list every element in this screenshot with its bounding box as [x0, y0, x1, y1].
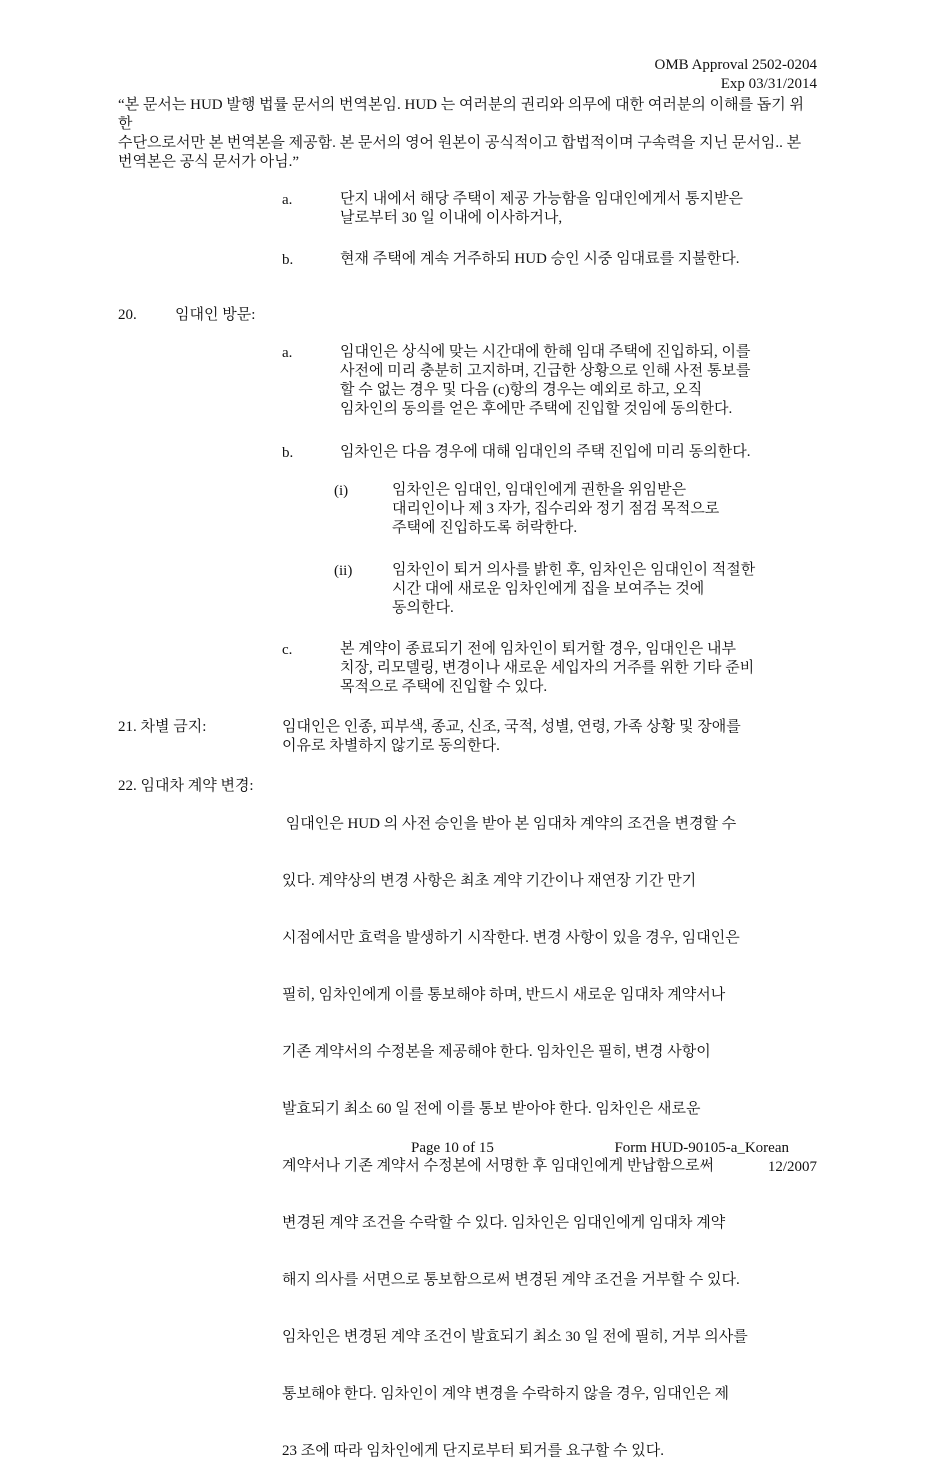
section-21-title: 21. 차별 금지:: [118, 719, 207, 735]
section-22-text: 임대인은 HUD 의 사전 승인을 받아 본 임대차 계약의 조건을 변경할 수 있다. 계약상의 변경 사항은 최초 계약 기간이나 재연장 기간 만기 시점에서만 효력을 발생하기 시작한다. 변경 사항이 있을 경우, 임대인은 필히, 임차인에게 이를 통보해야 하며, 반드시 새로운 임대차 계약서나 기존 계약서의 수정본을 제공해야 한다. 임차인은 필히, 변경 사항이 발효되기 최소 60 일 전에 이를 통보 받아야 한다. 임차인은 새로운 계약서나 기존 계약서 수정본에 서명한 후 임대인에게 반납함으로써 변경된 계약 조건을 수락할 수 있다. 임차인은 임대인에게 임대차 계약 해지 의사를 서면으로 통보함으로써 변경된 계약 조건을 거부할 수 있다. 임차인은 변경된 계약 조건이 발효되기 최소 30 일 전에 필히, 거부 의사를 통보해야 한다. 임차인이 계약 변경을 수락하지 않을 경우, 임대인은 제 23 조에 따라 임차인에게 단지로부터 퇴거를 요구할 수 있다.: [282, 816, 748, 1459]
section-20-item-b-text: 임차인은 다음 경우에 대해 임대인의 주택 진입에 미리 동의한다.: [340, 444, 751, 460]
disclaimer-line: 수단으로서만 본 번역본을 제공함. 본 문서의 영어 원본이 공식적이고 합법적이며 구속력을 지닌 문서임.. 본: [118, 135, 802, 151]
section-20-item-a-text: 임대인은 상식에 맞는 시간대에 한해 임대 주택에 진입하되, 이를 사전에 미리 충분히 고지하며, 긴급한 상황으로 인해 사전 통보를 할 수 없는 경우 및 다음 (c)항의 경우는 예외로 하고, 오직 임차인의 동의를 얻은 후에만 주택에 진입할 것임에 동의한다.: [340, 344, 751, 417]
section-20-item-a-label: a.: [282, 345, 293, 361]
section-22-title: 22. 임대차 계약 변경:: [118, 778, 254, 794]
section-20-sub-i-label: (i): [334, 483, 349, 499]
expiration-date: Exp 03/31/2014: [720, 76, 817, 92]
form-date: 12/2007: [767, 1159, 817, 1175]
translation-disclaimer: [118, 96, 818, 172]
item-b-text: 현재 주택에 계속 거주하되 HUD 승인 시중 임대료를 지불한다.: [340, 251, 740, 267]
omb-approval: OMB Approval 2502-0204: [654, 57, 817, 73]
section-20-sub-ii-label: (ii): [334, 563, 353, 579]
section-20-item-c-text: 본 계약이 종료되기 전에 임차인이 퇴거할 경우, 임대인은 내부 치장, 리모델링, 변경이나 새로운 세입자의 거주를 위한 기타 준비 목적으로 주택에 진입할 수 있다.: [340, 641, 755, 695]
section-20-item-c-label: c.: [282, 642, 293, 658]
disclaimer-line: 번역본은 공식 문서가 아님.”: [118, 154, 300, 170]
section-20-title: 임대인 방문:: [175, 307, 256, 323]
section-21-text: 임대인은 인종, 피부색, 종교, 신조, 국적, 성별, 연령, 가족 상황 및 장애를 이유로 차별하지 않기로 동의한다.: [282, 719, 741, 754]
item-b-label: b.: [282, 252, 294, 268]
disclaimer-line: “본 문서는 HUD 발행 법률 문서의 번역본임. HUD 는 여러분의 권리와 의무에 대한 여러분의 이해를 돕기 위한: [118, 97, 805, 132]
item-a-text: 단지 내에서 해당 주택이 제공 가능함을 임대인에게서 통지받은 날로부터 30 일 이내에 이사하거나,: [340, 191, 743, 226]
section-20-sub-i-text: 임차인은 임대인, 임대인에게 권한을 위임받은 대리인이나 제 3 자가, 집수리와 정기 점검 목적으로 주택에 진입하도록 허락한다.: [392, 482, 720, 536]
section-20-number: 20.: [118, 307, 137, 323]
form-number: Form HUD-90105-a_Korean: [614, 1140, 789, 1156]
page-number: Page 10 of 15: [411, 1140, 494, 1156]
item-a-label: a.: [282, 192, 293, 208]
section-20-sub-ii-text: 임차인이 퇴거 의사를 밝힌 후, 임차인은 임대인이 적절한 시간 대에 새로운 임차인에게 집을 보여주는 것에 동의한다.: [392, 562, 756, 616]
section-20-item-b-label: b.: [282, 445, 294, 461]
